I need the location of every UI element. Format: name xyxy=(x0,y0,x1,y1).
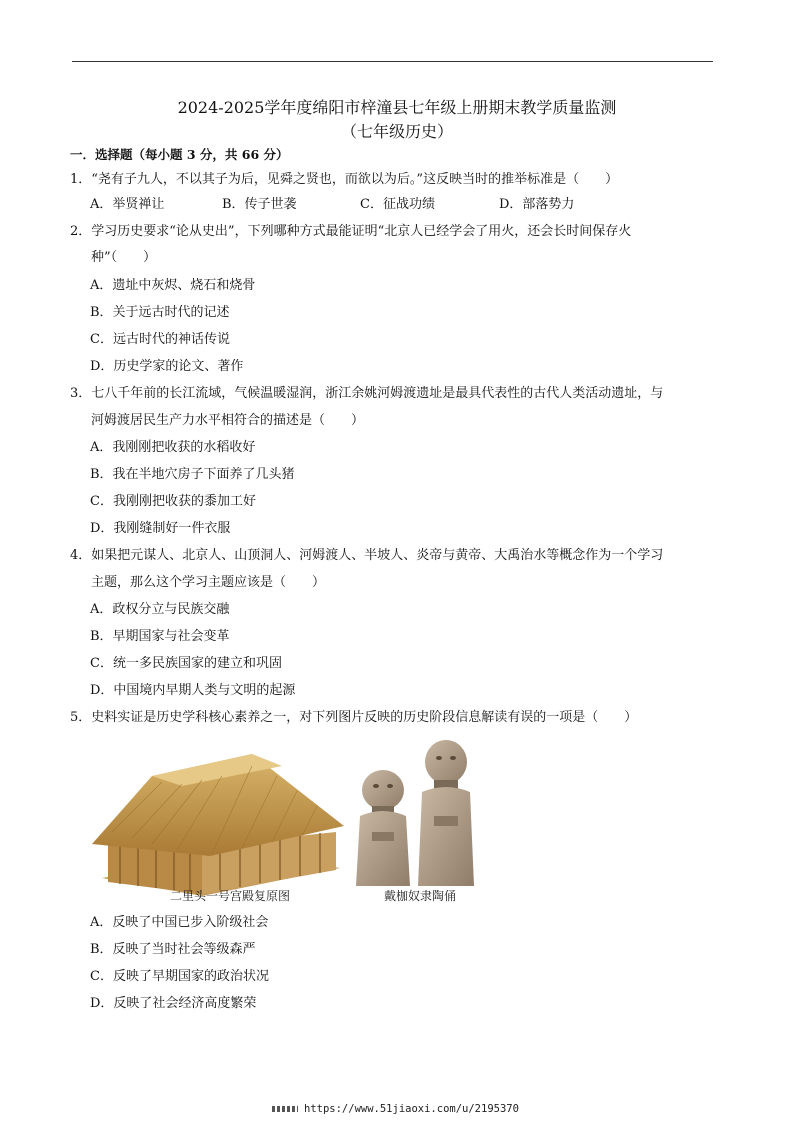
exam-title: 2024-2025学年度绵阳市梓潼县七年级上册期末教学质量监测 xyxy=(177,98,617,117)
q4-option-a[interactable]: A．政权分立与民族交融 xyxy=(90,602,230,617)
q1-option-d[interactable]: D．部落势力 xyxy=(499,197,575,212)
question-2-text-cont: 种”（ ） xyxy=(91,250,157,265)
q2-option-a[interactable]: A．遗址中灰烬、烧石和烧骨 xyxy=(90,278,256,293)
section-heading: 一．选择题（每小题 3 分，共 66 分） xyxy=(70,147,289,162)
q3-option-d[interactable]: D．我刚缝制好一件衣服 xyxy=(90,521,231,536)
question-4-text: 4．如果把元谋人、北京人、山顶洞人、河姆渡人、半坡人、炎帝与黄帝、大禹治水等概念作为一个学习 xyxy=(70,548,664,563)
q1-option-c[interactable]: C．征战功绩 xyxy=(360,197,435,212)
q5-option-d[interactable]: D．反映了社会经济高度繁荣 xyxy=(90,996,257,1011)
exam-subtitle: （七年级历史） xyxy=(340,122,453,141)
q3-option-c[interactable]: C．我刚刚把收获的黍加工好 xyxy=(90,494,256,509)
palace-illustration xyxy=(92,754,344,896)
question-1-text: 1．“尧有子九人，不以其子为后，见舜之贤也，而欲以为后。”这反映当时的推举标准是（ ） xyxy=(70,172,619,187)
caption-figurines: 戴枷奴隶陶俑 xyxy=(384,889,457,903)
question-3-text: 3．七八千年前的长江流域，气候温暖湿润，浙江余姚河姆渡遗址是最具代表性的古代人类活动遗址，与 xyxy=(70,386,664,401)
question-2-text: 2．学习历史要求“论从史出”，下列哪种方式最能证明“北京人已经学会了用火，还会长时间保存火 xyxy=(70,224,632,239)
question-5-text: 5．史料实证是历史学科核心素养之一，对下列图片反映的历史阶段信息解读有误的一项是（ ） xyxy=(70,710,638,725)
q5-option-c[interactable]: C．反映了早期国家的政治状况 xyxy=(90,969,269,984)
q3-option-b[interactable]: B．我在半地穴房子下面养了几头猪 xyxy=(90,467,295,482)
q5-option-a[interactable]: A．反映了中国已步入阶级社会 xyxy=(90,915,269,930)
question-4-text-cont: 主题，那么这个学习主题应该是（ ） xyxy=(91,575,326,590)
q1-option-b[interactable]: B．传子世袭 xyxy=(222,197,297,212)
header-rule xyxy=(72,61,713,62)
question-5-figure xyxy=(92,736,482,908)
caption-palace: 二里头一号宫殿复原图 xyxy=(170,889,291,903)
q2-option-c[interactable]: C．远古时代的神话传说 xyxy=(90,332,230,347)
q3-option-a[interactable]: A．我刚刚把收获的水稻收好 xyxy=(90,440,256,455)
q4-option-d[interactable]: D．中国境内早期人类与文明的起源 xyxy=(90,683,296,698)
q4-option-c[interactable]: C．统一多民族国家的建立和巩固 xyxy=(90,656,282,671)
footer-url[interactable]: https://www.51jiaoxi.com/u/2195370 xyxy=(304,1103,519,1115)
question-3-text-cont: 河姆渡居民生产力水平相符合的描述是（ ） xyxy=(91,413,365,428)
watermark-logo-icon xyxy=(272,1106,298,1112)
q5-option-b[interactable]: B．反映了当时社会等级森严 xyxy=(90,942,256,957)
footer xyxy=(272,1103,519,1115)
q2-option-d[interactable]: D．历史学家的论文、著作 xyxy=(90,359,244,374)
q4-option-b[interactable]: B．早期国家与社会变革 xyxy=(90,629,230,644)
q1-option-a[interactable]: A．举贤禅让 xyxy=(90,197,165,212)
q2-option-b[interactable]: B．关于远古时代的记述 xyxy=(90,305,230,320)
pottery-figurines xyxy=(356,740,474,886)
